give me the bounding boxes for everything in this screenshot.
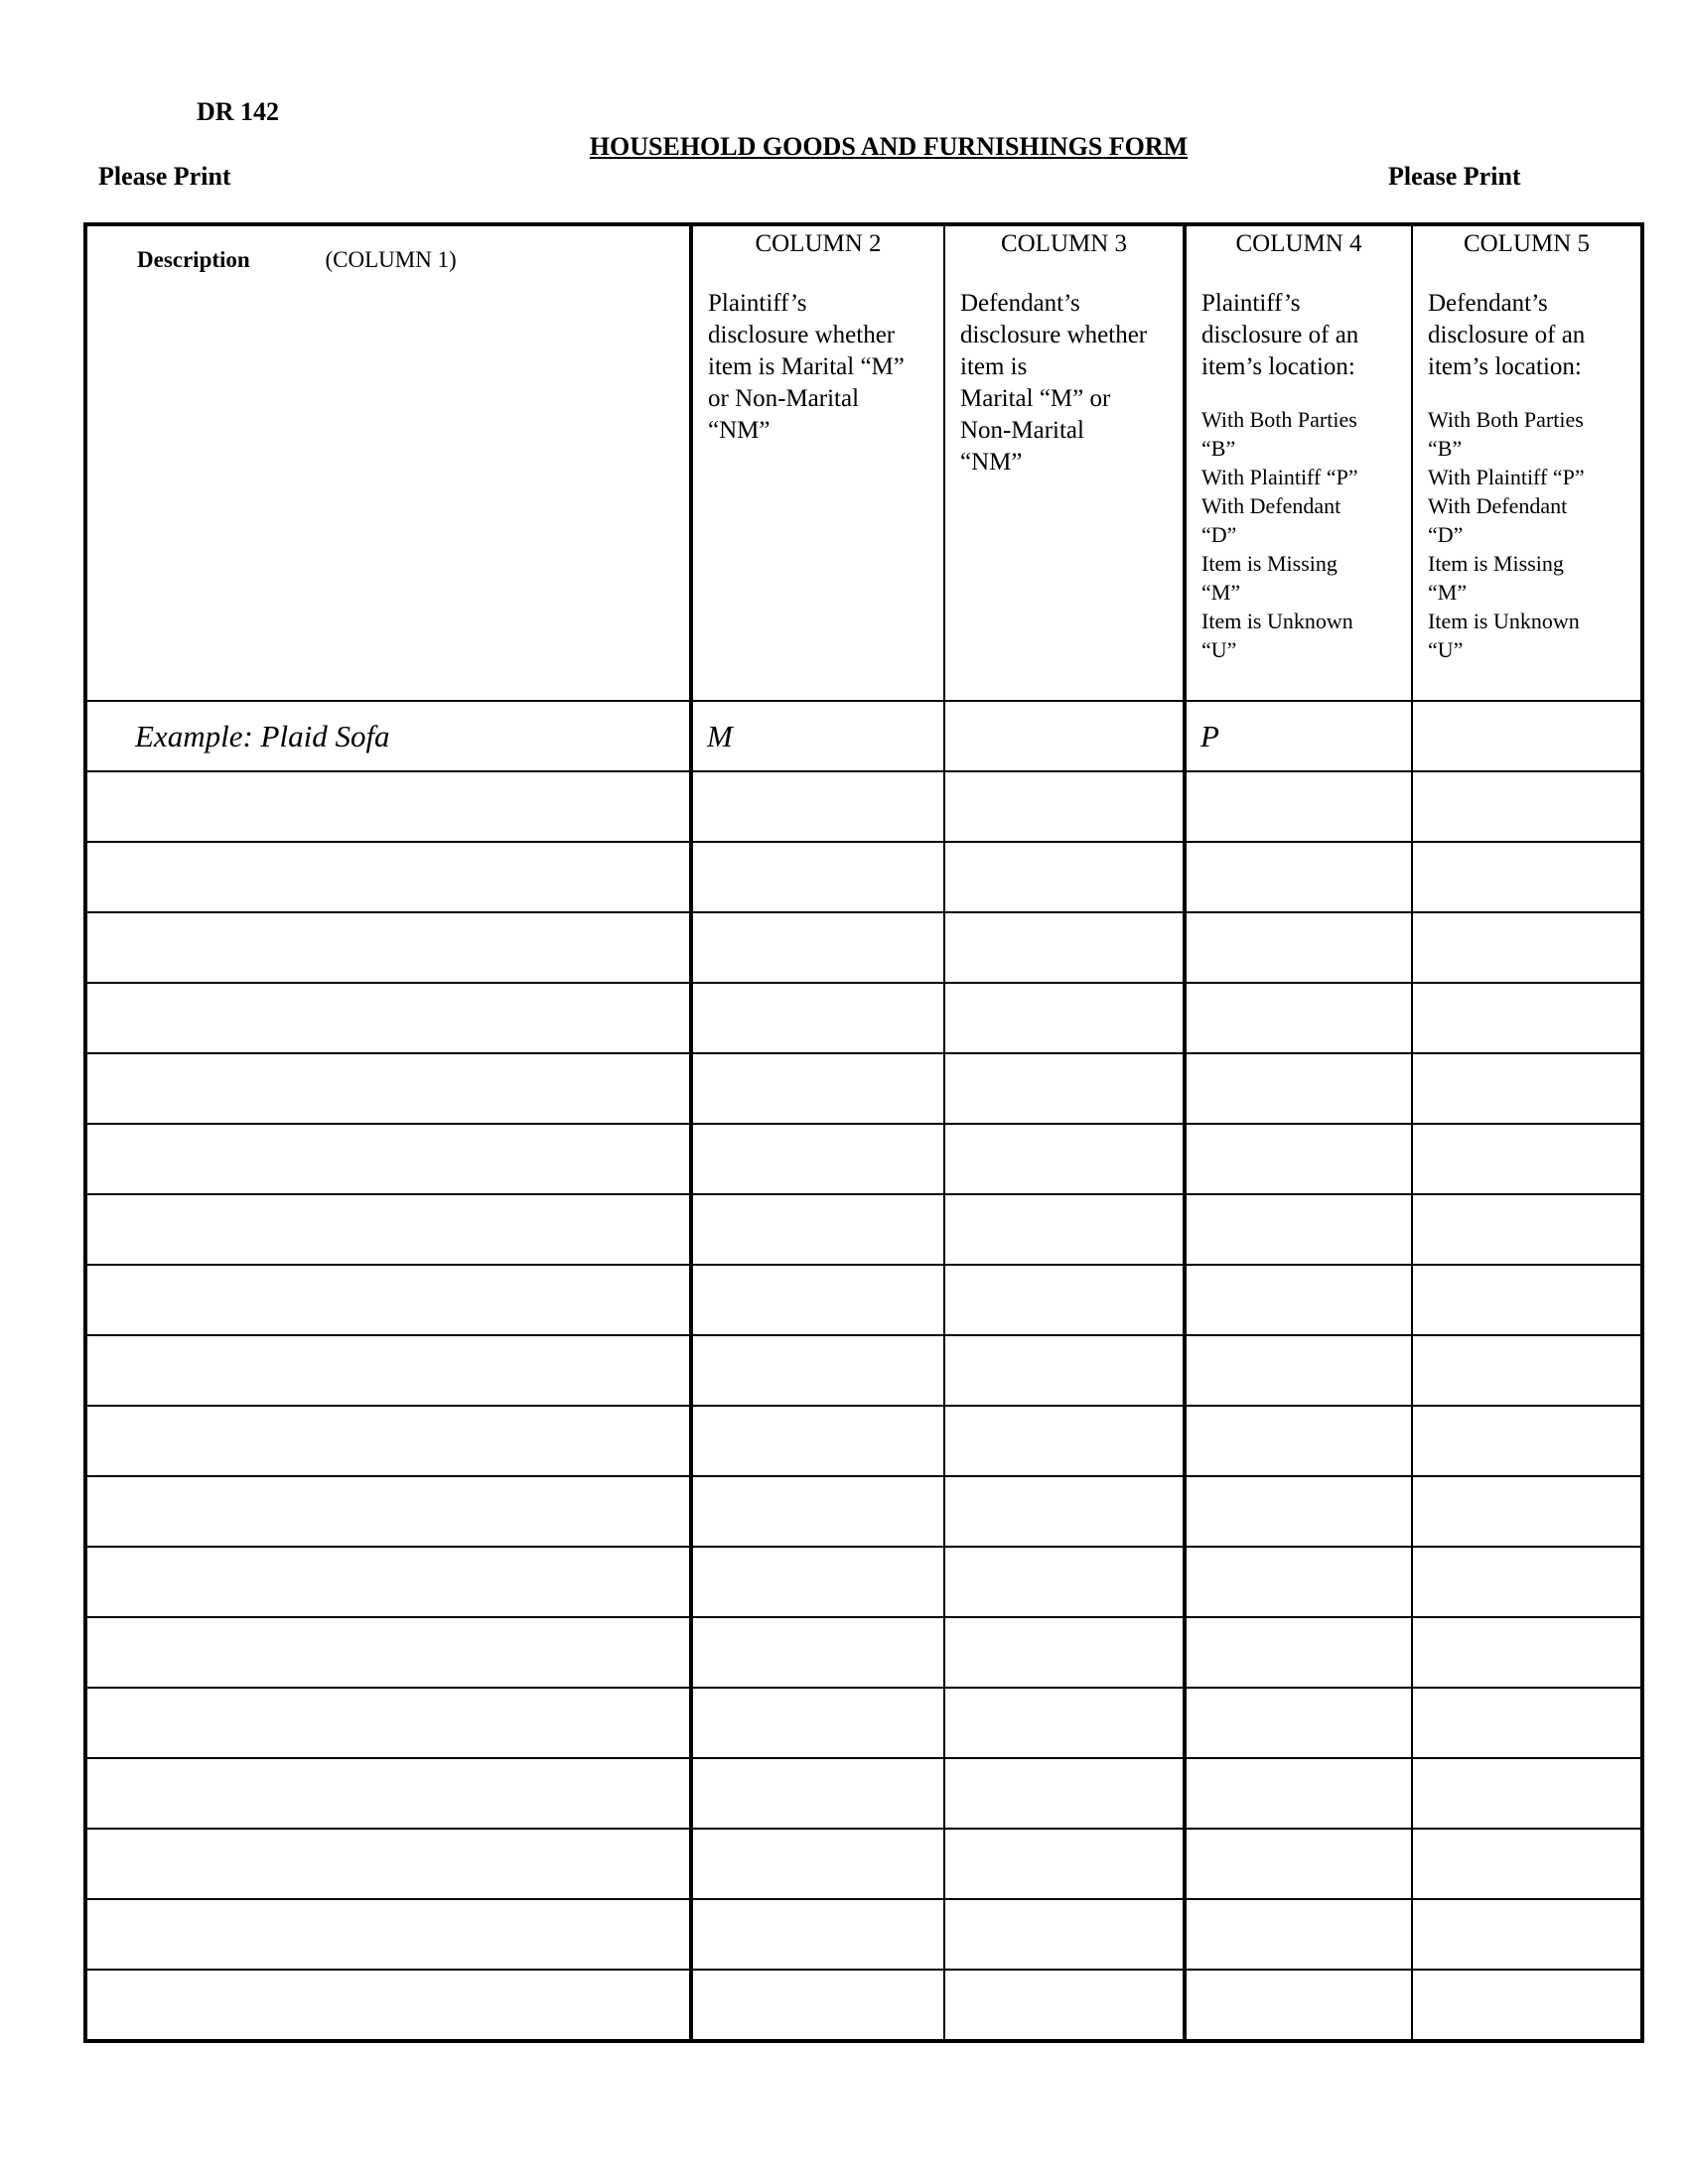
col2-cell[interactable] (691, 1617, 944, 1688)
col2-cell[interactable] (691, 1547, 944, 1617)
column2-header (691, 224, 944, 701)
description-label: Description (137, 247, 250, 272)
col5-cell[interactable] (1412, 771, 1642, 842)
column4-number: COLUMN 4 (1235, 230, 1362, 257)
table-row (85, 1194, 1642, 1265)
description-cell[interactable] (85, 771, 691, 842)
col5-cell[interactable] (1412, 912, 1642, 983)
table-row (85, 1758, 1642, 1829)
col5-cell[interactable] (1412, 1899, 1642, 1970)
column5-header (1412, 224, 1642, 701)
col3-cell[interactable] (944, 842, 1185, 912)
column1-header (85, 224, 691, 701)
col5-cell[interactable] (1412, 842, 1642, 912)
col5-cell[interactable] (1412, 1265, 1642, 1335)
col5-cell[interactable] (1412, 1688, 1642, 1758)
description-cell[interactable] (85, 1406, 691, 1476)
col2-cell[interactable] (691, 1053, 944, 1124)
col5-cell[interactable] (1412, 1758, 1642, 1829)
description-cell[interactable] (85, 983, 691, 1053)
col3-cell[interactable] (944, 1617, 1185, 1688)
col5-cell[interactable] (1412, 1476, 1642, 1547)
col2-cell[interactable] (691, 1124, 944, 1194)
col3-cell[interactable] (944, 771, 1185, 842)
col4-cell[interactable] (1185, 1617, 1412, 1688)
column2-number: COLUMN 2 (755, 230, 882, 257)
table-row (85, 1476, 1642, 1547)
col4-cell[interactable] (1185, 1335, 1412, 1406)
col4-cell[interactable] (1185, 1406, 1412, 1476)
description-cell[interactable] (85, 842, 691, 912)
col3-cell[interactable] (944, 1335, 1185, 1406)
column4-description: Plaintiff’s disclosure of an item’s location: With Both Parties “B” With Plaintiff “P” With Defendant “D” Item is Missing “M” Item is Unknown “U” (1201, 290, 1359, 662)
col3-cell[interactable] (944, 1476, 1185, 1547)
col3-cell[interactable] (944, 1688, 1185, 1758)
col2-cell[interactable] (691, 912, 944, 983)
col5-cell[interactable] (1412, 1829, 1642, 1899)
table-row (85, 842, 1642, 912)
col4-cell[interactable] (1185, 1970, 1412, 2041)
col4-cell[interactable] (1185, 983, 1412, 1053)
description-cell[interactable] (85, 1617, 691, 1688)
column1-number: (COLUMN 1) (325, 247, 457, 272)
table-row (85, 1829, 1642, 1899)
col4-cell[interactable] (1185, 771, 1412, 842)
col2-cell[interactable] (691, 1476, 944, 1547)
description-cell[interactable] (85, 1688, 691, 1758)
col5-cell[interactable] (1412, 1053, 1642, 1124)
column3-header (944, 224, 1185, 701)
table-row (85, 1265, 1642, 1335)
col4-cell[interactable] (1185, 842, 1412, 912)
form-id: DR 142 (197, 97, 280, 126)
example-description: Example: Plaid Sofa (85, 701, 691, 771)
description-cell[interactable] (85, 1547, 691, 1617)
column2-description: Plaintiff’s disclosure whether item is Marital “M” or Non-Marital “NM” (708, 290, 905, 444)
please-print-right: Please Print (1388, 162, 1521, 191)
col2-cell[interactable] (691, 1829, 944, 1899)
table-row (85, 1124, 1642, 1194)
col3-cell[interactable] (944, 1053, 1185, 1124)
col5-cell[interactable] (1412, 1124, 1642, 1194)
col3-cell[interactable] (944, 1124, 1185, 1194)
description-cell[interactable] (85, 912, 691, 983)
col2-cell[interactable] (691, 842, 944, 912)
col5-cell[interactable] (1412, 983, 1642, 1053)
table-row (85, 1688, 1642, 1758)
col4-cell[interactable] (1185, 1829, 1412, 1899)
col3-cell[interactable] (944, 1758, 1185, 1829)
col3-cell[interactable] (944, 1406, 1185, 1476)
description-cell[interactable] (85, 1758, 691, 1829)
description-cell[interactable] (85, 1053, 691, 1124)
col2-cell[interactable] (691, 1335, 944, 1406)
example-col3 (944, 701, 1185, 771)
column4-header (1185, 224, 1412, 701)
col2-cell[interactable] (691, 1970, 944, 2041)
example-col2: M (691, 701, 944, 771)
col4-cell[interactable] (1185, 1547, 1412, 1617)
example-col4: P (1185, 701, 1412, 771)
table-row (85, 983, 1642, 1053)
table-row (85, 771, 1642, 842)
col2-cell[interactable] (691, 1406, 944, 1476)
table-header-row (85, 224, 1642, 701)
description-cell[interactable] (85, 1194, 691, 1265)
col5-cell[interactable] (1412, 1547, 1642, 1617)
description-cell[interactable] (85, 1335, 691, 1406)
col4-cell[interactable] (1185, 1194, 1412, 1265)
column3-number: COLUMN 3 (1000, 230, 1128, 257)
description-cell[interactable] (85, 1970, 691, 2041)
col4-cell[interactable] (1185, 1124, 1412, 1194)
table-row (85, 1053, 1642, 1124)
example-col5 (1412, 701, 1642, 771)
description-cell[interactable] (85, 1124, 691, 1194)
column5-number: COLUMN 5 (1463, 230, 1591, 257)
col3-cell[interactable] (944, 912, 1185, 983)
please-print-left: Please Print (98, 162, 231, 191)
household-goods-table (83, 222, 1644, 2043)
description-cell[interactable] (85, 1265, 691, 1335)
col5-cell[interactable] (1412, 1335, 1642, 1406)
example-row (85, 701, 1642, 771)
col3-cell[interactable] (944, 983, 1185, 1053)
form-title: HOUSEHOLD GOODS AND FURNISHINGS FORM (589, 132, 1189, 161)
description-cell[interactable] (85, 1829, 691, 1899)
col4-cell[interactable] (1185, 1053, 1412, 1124)
col3-cell[interactable] (944, 1899, 1185, 1970)
column5-description: Defendant’s disclosure of an item’s location: With Both Parties “B” With Plaintiff “P” With Defendant “D” Item is Missing “M” Item is Unknown “U” (1428, 290, 1586, 662)
col3-cell[interactable] (944, 1194, 1185, 1265)
column3-description: Defendant’s disclosure whether item is Marital “M” or Non-Marital “NM” (960, 290, 1148, 476)
col3-cell[interactable] (944, 1829, 1185, 1899)
table-row (85, 912, 1642, 983)
col3-cell[interactable] (944, 1265, 1185, 1335)
table-row (85, 1899, 1642, 1970)
col4-cell[interactable] (1185, 1688, 1412, 1758)
table-row (85, 1406, 1642, 1476)
col2-cell[interactable] (691, 1758, 944, 1829)
description-cell[interactable] (85, 1899, 691, 1970)
col2-cell[interactable] (691, 1265, 944, 1335)
col5-cell[interactable] (1412, 1970, 1642, 2041)
col2-cell[interactable] (691, 1899, 944, 1970)
col3-cell[interactable] (944, 1547, 1185, 1617)
col2-cell[interactable] (691, 983, 944, 1053)
col5-cell[interactable] (1412, 1406, 1642, 1476)
table-row (85, 1335, 1642, 1406)
col5-cell[interactable] (1412, 1194, 1642, 1265)
col5-cell[interactable] (1412, 1617, 1642, 1688)
col2-cell[interactable] (691, 1194, 944, 1265)
table-row (85, 1970, 1642, 2041)
description-cell[interactable] (85, 1476, 691, 1547)
table-row (85, 1547, 1642, 1617)
col4-cell[interactable] (1185, 912, 1412, 983)
col3-cell[interactable] (944, 1970, 1185, 2041)
col4-cell[interactable] (1185, 1265, 1412, 1335)
col4-cell[interactable] (1185, 1758, 1412, 1829)
col4-cell[interactable] (1185, 1899, 1412, 1970)
table-row (85, 1617, 1642, 1688)
col2-cell[interactable] (691, 771, 944, 842)
col4-cell[interactable] (1185, 1476, 1412, 1547)
col2-cell[interactable] (691, 1688, 944, 1758)
